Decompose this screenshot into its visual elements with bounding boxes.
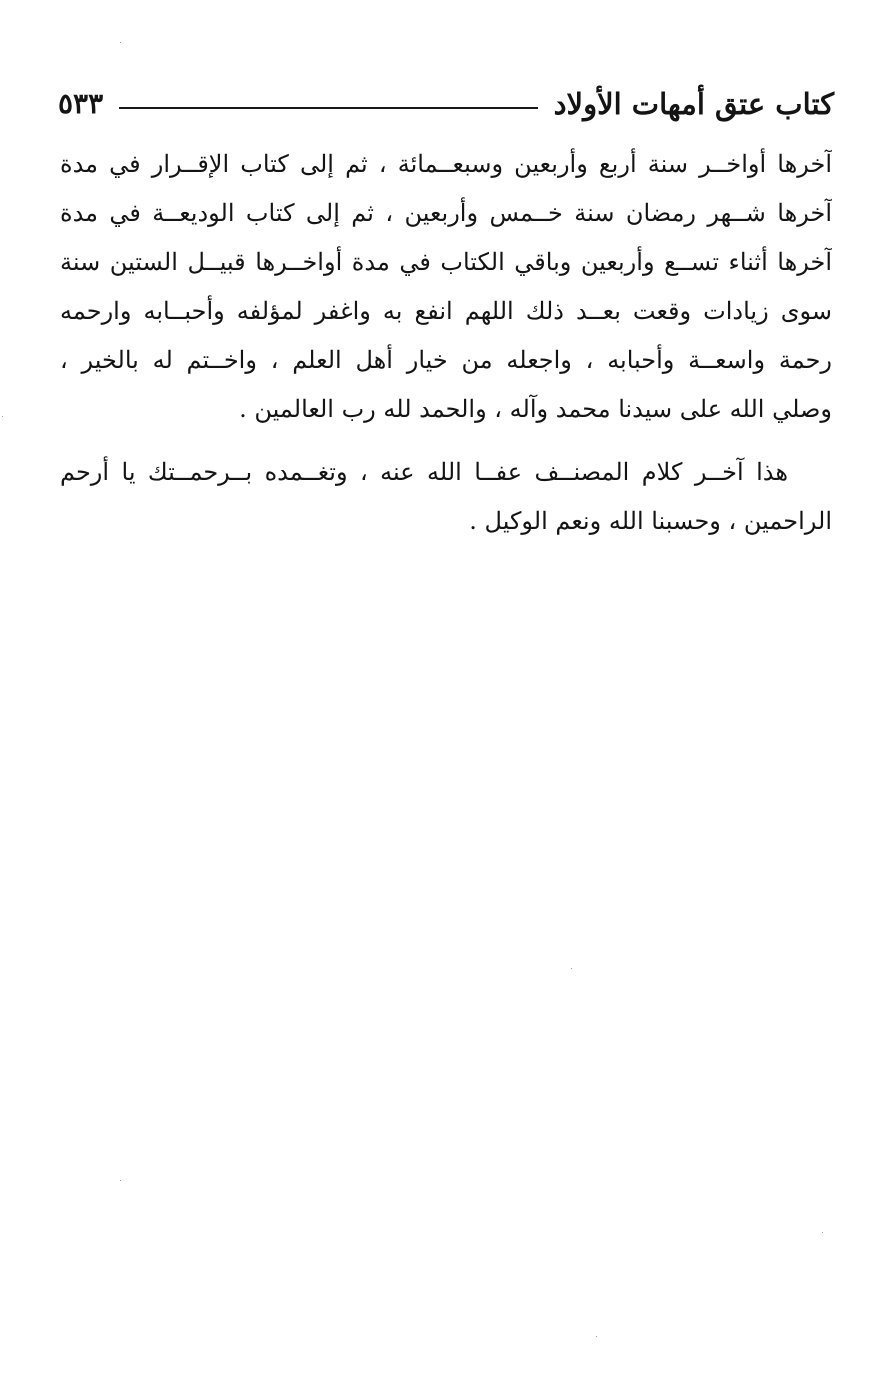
paragraph bbox=[60, 448, 832, 546]
scan-speck bbox=[120, 1180, 121, 1181]
body-text bbox=[60, 140, 832, 546]
text-line: آخرها شــهر رمضان سنة خــمس وأربعين ، ثم إلى كتاب الوديعــة في مدة bbox=[60, 199, 832, 227]
text-line: آخرها أواخــر سنة أربع وأربعين وسبعــمائة ، ثم إلى كتاب الإقــرار في مدة bbox=[60, 150, 832, 178]
paragraph-gap bbox=[60, 434, 832, 448]
scan-speck bbox=[822, 1232, 823, 1233]
text-line: وصلي الله على سيدنا محمد وآله ، والحمد لله رب العالمين . bbox=[239, 395, 832, 423]
scan-speck bbox=[571, 968, 572, 969]
text-line: الراحمين ، وحسبنا الله ونعم الوكيل . bbox=[469, 507, 832, 535]
scan-speck bbox=[120, 42, 121, 43]
text-line: آخرها أثناء تســع وأربعين وباقي الكتاب في مدة أواخــرها قبيــل الستين سنة bbox=[60, 248, 832, 276]
text-line: رحمة واسعــة وأحبابه ، واجعله من خيار أهل العلم ، واخــتم له بالخير ، bbox=[60, 346, 832, 374]
text-line: سوى زيادات وقعت بعــد ذلك اللهم انفع به واغفر لمؤلفه وأحبــابه وارحمه bbox=[60, 297, 832, 325]
paragraph bbox=[60, 140, 832, 434]
header-rule bbox=[119, 107, 538, 109]
page-header bbox=[58, 82, 834, 126]
text-line: هذا آخــر كلام المصنــف عفــا الله عنه ، وتغــمده بــرحمــتك يا أرحم bbox=[60, 458, 788, 486]
scan-speck bbox=[596, 1336, 597, 1337]
scan-speck bbox=[2, 416, 3, 417]
chapter-title: كتاب عتق أمهات الأولاد bbox=[553, 86, 834, 121]
page-number: ٥٣٣ bbox=[58, 87, 104, 120]
